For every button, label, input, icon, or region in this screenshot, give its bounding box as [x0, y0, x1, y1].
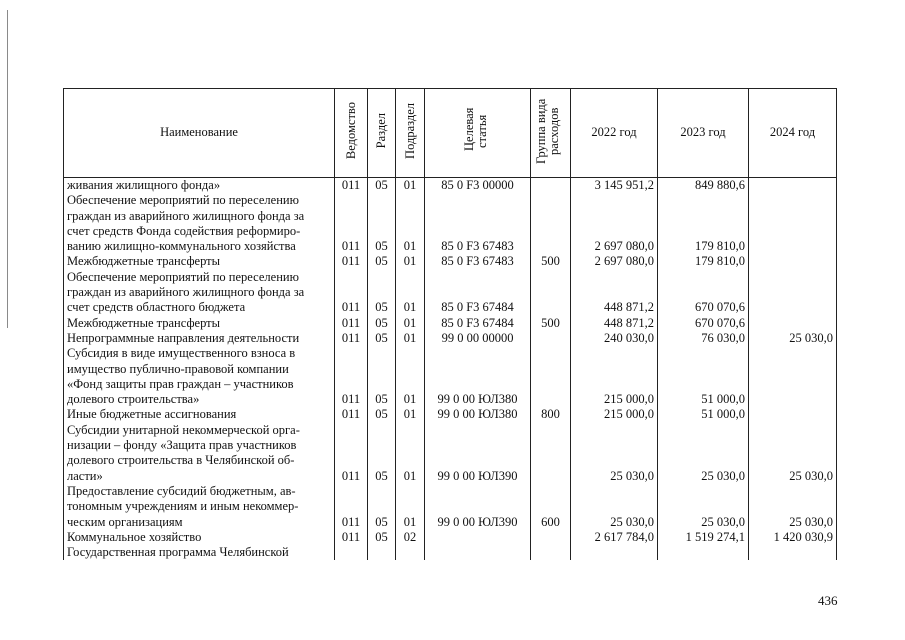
- row-vedomstvo: [335, 453, 368, 468]
- row-razdel: 05: [368, 300, 396, 315]
- row-2024: [749, 362, 837, 377]
- table-row: [64, 209, 837, 224]
- row-name: ласти»: [64, 469, 335, 484]
- row-2022: [571, 193, 658, 208]
- row-name: Непрограммные направления деятельности: [64, 331, 335, 346]
- row-celevaya: [425, 285, 531, 300]
- row-2024: [749, 423, 837, 438]
- row-gruppa: [531, 484, 571, 499]
- table-row: [64, 285, 837, 300]
- row-name: ческим организациям: [64, 515, 335, 530]
- row-podrazdel: [396, 224, 425, 239]
- row-podrazdel: [396, 193, 425, 208]
- table-row: [64, 316, 837, 331]
- row-gruppa: [531, 331, 571, 346]
- header-podrazdel: [396, 89, 425, 178]
- row-razdel: [368, 423, 396, 438]
- row-2023: [658, 423, 749, 438]
- row-2023: [658, 270, 749, 285]
- row-2024: 25 030,0: [749, 331, 837, 346]
- row-razdel: 05: [368, 316, 396, 331]
- row-podrazdel: [396, 209, 425, 224]
- header-2022: [571, 89, 658, 178]
- row-celevaya: [425, 423, 531, 438]
- row-celevaya: [425, 484, 531, 499]
- row-name: Обеспечение мероприятий по переселению: [64, 270, 335, 285]
- row-2022: [571, 285, 658, 300]
- table-row: [64, 453, 837, 468]
- table-row: [64, 499, 837, 514]
- row-2023: 25 030,0: [658, 469, 749, 484]
- row-razdel: 05: [368, 530, 396, 545]
- row-2024: [749, 270, 837, 285]
- row-name: долевого строительства в Челябинской об-: [64, 453, 335, 468]
- row-razdel: [368, 224, 396, 239]
- table-row: [64, 469, 837, 484]
- row-name: Предоставление субсидий бюджетным, ав-: [64, 484, 335, 499]
- table-row: [64, 300, 837, 315]
- row-celevaya: [425, 377, 531, 392]
- row-2024: [749, 178, 837, 194]
- row-razdel: [368, 270, 396, 285]
- row-gruppa: [531, 362, 571, 377]
- table-row: [64, 331, 837, 346]
- row-2022: [571, 484, 658, 499]
- row-vedomstvo: 011: [335, 469, 368, 484]
- row-2023: [658, 346, 749, 361]
- table-body: [64, 178, 837, 561]
- row-2024: [749, 377, 837, 392]
- row-podrazdel: [396, 453, 425, 468]
- row-podrazdel: 01: [396, 469, 425, 484]
- row-name: счет средств областного бюджета: [64, 300, 335, 315]
- row-vedomstvo: [335, 545, 368, 560]
- row-razdel: [368, 545, 396, 560]
- table-row: [64, 407, 837, 422]
- row-podrazdel: 01: [396, 392, 425, 407]
- row-celevaya: [425, 362, 531, 377]
- row-vedomstvo: 011: [335, 300, 368, 315]
- table-row: [64, 270, 837, 285]
- header-celevaya-label: Целевая статья: [461, 107, 489, 151]
- row-gruppa: [531, 285, 571, 300]
- row-celevaya: [425, 545, 531, 560]
- header-2022-label: 2022 год: [591, 125, 637, 140]
- table-row: [64, 423, 837, 438]
- row-2024: [749, 392, 837, 407]
- row-celevaya: 99 0 00 ЮЛ390: [425, 515, 531, 530]
- row-celevaya: 99 0 00 00000: [425, 331, 531, 346]
- row-vedomstvo: [335, 362, 368, 377]
- header-celevaya: [425, 89, 531, 178]
- row-celevaya: 85 0 F3 00000: [425, 178, 531, 194]
- row-gruppa: [531, 545, 571, 560]
- row-gruppa: [531, 392, 571, 407]
- row-2022: 448 871,2: [571, 316, 658, 331]
- row-podrazdel: 01: [396, 515, 425, 530]
- row-podrazdel: [396, 270, 425, 285]
- row-2022: [571, 453, 658, 468]
- row-vedomstvo: 011: [335, 407, 368, 422]
- row-2024: [749, 239, 837, 254]
- row-gruppa: [531, 239, 571, 254]
- table-row: [64, 377, 837, 392]
- row-razdel: [368, 453, 396, 468]
- row-celevaya: [425, 346, 531, 361]
- row-gruppa: 600: [531, 515, 571, 530]
- row-razdel: [368, 193, 396, 208]
- row-2024: [749, 484, 837, 499]
- row-2023: 76 030,0: [658, 331, 749, 346]
- row-gruppa: [531, 453, 571, 468]
- row-vedomstvo: 011: [335, 392, 368, 407]
- row-razdel: [368, 346, 396, 361]
- row-vedomstvo: [335, 423, 368, 438]
- row-2022: 25 030,0: [571, 515, 658, 530]
- row-vedomstvo: 011: [335, 331, 368, 346]
- row-2022: 448 871,2: [571, 300, 658, 315]
- row-celevaya: 99 0 00 ЮЛ380: [425, 407, 531, 422]
- header-razdel: [368, 89, 396, 178]
- row-razdel: [368, 285, 396, 300]
- header-podrazdel-label: Подраздел: [402, 102, 417, 159]
- row-podrazdel: 01: [396, 254, 425, 269]
- row-2023: [658, 224, 749, 239]
- row-celevaya: 99 0 00 ЮЛ390: [425, 469, 531, 484]
- table-row: [64, 392, 837, 407]
- row-name: Межбюджетные трансферты: [64, 316, 335, 331]
- row-podrazdel: 01: [396, 178, 425, 194]
- row-gruppa: [531, 423, 571, 438]
- budget-table: [63, 88, 837, 560]
- row-celevaya: [425, 530, 531, 545]
- row-vedomstvo: 011: [335, 515, 368, 530]
- row-name: Коммунальное хозяйство: [64, 530, 335, 545]
- header-vedomstvo-label: Ведомство: [343, 102, 358, 160]
- row-gruppa: 500: [531, 316, 571, 331]
- row-name: Субсидии унитарной некоммерческой орга-: [64, 423, 335, 438]
- row-2023: 51 000,0: [658, 407, 749, 422]
- row-2023: 51 000,0: [658, 392, 749, 407]
- row-podrazdel: [396, 545, 425, 560]
- row-gruppa: [531, 193, 571, 208]
- row-vedomstvo: [335, 285, 368, 300]
- row-vedomstvo: 011: [335, 239, 368, 254]
- row-vedomstvo: [335, 193, 368, 208]
- row-vedomstvo: [335, 346, 368, 361]
- row-vedomstvo: 011: [335, 316, 368, 331]
- row-podrazdel: 01: [396, 407, 425, 422]
- table-row: [64, 484, 837, 499]
- row-2024: 25 030,0: [749, 469, 837, 484]
- row-podrazdel: [396, 285, 425, 300]
- row-2024: [749, 407, 837, 422]
- row-2022: [571, 346, 658, 361]
- row-vedomstvo: [335, 270, 368, 285]
- header-2023-label: 2023 год: [680, 125, 726, 140]
- row-razdel: 05: [368, 254, 396, 269]
- row-gruppa: [531, 178, 571, 194]
- row-2023: [658, 499, 749, 514]
- row-2024: [749, 209, 837, 224]
- row-2023: [658, 453, 749, 468]
- row-gruppa: 800: [531, 407, 571, 422]
- header-name-label: Наименование: [160, 125, 238, 140]
- table-header: [64, 89, 837, 178]
- row-2024: [749, 346, 837, 361]
- row-2022: 240 030,0: [571, 331, 658, 346]
- row-podrazdel: [396, 377, 425, 392]
- row-name: Обеспечение мероприятий по переселению: [64, 193, 335, 208]
- row-2023: 179 810,0: [658, 254, 749, 269]
- row-podrazdel: 01: [396, 239, 425, 254]
- row-vedomstvo: 011: [335, 254, 368, 269]
- row-2022: [571, 438, 658, 453]
- row-name: граждан из аварийного жилищного фонда за: [64, 209, 335, 224]
- table-row: [64, 178, 837, 194]
- row-2024: [749, 285, 837, 300]
- row-gruppa: [531, 270, 571, 285]
- row-podrazdel: 01: [396, 316, 425, 331]
- row-2022: 215 000,0: [571, 407, 658, 422]
- row-gruppa: [531, 224, 571, 239]
- row-2023: [658, 209, 749, 224]
- row-celevaya: [425, 193, 531, 208]
- row-2022: [571, 423, 658, 438]
- row-2022: [571, 545, 658, 560]
- row-razdel: [368, 362, 396, 377]
- row-razdel: 05: [368, 469, 396, 484]
- row-2024: [749, 545, 837, 560]
- row-2024: [749, 193, 837, 208]
- row-podrazdel: [396, 346, 425, 361]
- row-name: Субсидия в виде имущественного взноса в: [64, 346, 335, 361]
- row-razdel: [368, 499, 396, 514]
- row-2022: 2 697 080,0: [571, 239, 658, 254]
- row-2024: [749, 224, 837, 239]
- row-gruppa: [531, 300, 571, 315]
- row-celevaya: [425, 209, 531, 224]
- row-gruppa: [531, 377, 571, 392]
- header-2024: [749, 89, 837, 178]
- row-name: Межбюджетные трансферты: [64, 254, 335, 269]
- row-razdel: 05: [368, 407, 396, 422]
- header-name: [64, 89, 335, 178]
- row-celevaya: 85 0 F3 67484: [425, 316, 531, 331]
- row-2023: [658, 438, 749, 453]
- row-podrazdel: [396, 438, 425, 453]
- table-row: [64, 193, 837, 208]
- row-2022: 2 697 080,0: [571, 254, 658, 269]
- row-razdel: 05: [368, 331, 396, 346]
- row-name: «Фонд защиты прав граждан – участников: [64, 377, 335, 392]
- table-row: [64, 254, 837, 269]
- row-vedomstvo: [335, 209, 368, 224]
- row-2023: 179 810,0: [658, 239, 749, 254]
- row-2024: [749, 300, 837, 315]
- row-2024: [749, 453, 837, 468]
- row-vedomstvo: [335, 438, 368, 453]
- row-vedomstvo: [335, 484, 368, 499]
- row-2024: [749, 499, 837, 514]
- row-2023: [658, 484, 749, 499]
- table-row: [64, 545, 837, 560]
- row-podrazdel: 01: [396, 300, 425, 315]
- row-celevaya: [425, 499, 531, 514]
- row-celevaya: 85 0 F3 67483: [425, 254, 531, 269]
- row-razdel: 05: [368, 515, 396, 530]
- row-2022: 215 000,0: [571, 392, 658, 407]
- header-gruppa-label: Группа вида расходов: [533, 98, 561, 164]
- row-gruppa: 500: [531, 254, 571, 269]
- row-razdel: 05: [368, 178, 396, 194]
- row-name: имущество публично-правовой компании: [64, 362, 335, 377]
- row-gruppa: [531, 209, 571, 224]
- row-gruppa: [531, 530, 571, 545]
- row-celevaya: 85 0 F3 67483: [425, 239, 531, 254]
- row-gruppa: [531, 346, 571, 361]
- header-vedomstvo: [335, 89, 368, 178]
- header-gruppa: [531, 89, 571, 178]
- table-row: [64, 239, 837, 254]
- row-gruppa: [531, 499, 571, 514]
- row-2024: [749, 254, 837, 269]
- row-2022: [571, 362, 658, 377]
- table-row: [64, 224, 837, 239]
- page-margin-line: [7, 10, 8, 328]
- row-2023: [658, 193, 749, 208]
- row-gruppa: [531, 438, 571, 453]
- table-row: [64, 530, 837, 545]
- row-name: ванию жилищно-коммунального хозяйства: [64, 239, 335, 254]
- row-razdel: [368, 209, 396, 224]
- row-razdel: [368, 438, 396, 453]
- row-2022: [571, 224, 658, 239]
- row-2023: 849 880,6: [658, 178, 749, 194]
- row-2023: [658, 377, 749, 392]
- row-name: Иные бюджетные ассигнования: [64, 407, 335, 422]
- row-razdel: [368, 377, 396, 392]
- row-2022: [571, 499, 658, 514]
- row-celevaya: 99 0 00 ЮЛ380: [425, 392, 531, 407]
- row-2024: [749, 438, 837, 453]
- row-vedomstvo: 011: [335, 178, 368, 194]
- row-gruppa: [531, 469, 571, 484]
- row-razdel: [368, 484, 396, 499]
- row-vedomstvo: [335, 377, 368, 392]
- table-row: [64, 438, 837, 453]
- row-razdel: 05: [368, 239, 396, 254]
- table-row: [64, 515, 837, 530]
- row-podrazdel: 02: [396, 530, 425, 545]
- row-2024: 1 420 030,9: [749, 530, 837, 545]
- row-celevaya: [425, 453, 531, 468]
- table-row: [64, 346, 837, 361]
- row-name: граждан из аварийного жилищного фонда за: [64, 285, 335, 300]
- row-celevaya: 85 0 F3 67484: [425, 300, 531, 315]
- row-2022: 25 030,0: [571, 469, 658, 484]
- row-2022: 2 617 784,0: [571, 530, 658, 545]
- row-2023: 25 030,0: [658, 515, 749, 530]
- row-name: долевого строительства»: [64, 392, 335, 407]
- row-2022: [571, 377, 658, 392]
- header-2023: [658, 89, 749, 178]
- row-celevaya: [425, 270, 531, 285]
- row-vedomstvo: [335, 224, 368, 239]
- row-name: живания жилищного фонда»: [64, 178, 335, 194]
- row-podrazdel: [396, 484, 425, 499]
- row-celevaya: [425, 224, 531, 239]
- row-podrazdel: 01: [396, 331, 425, 346]
- header-razdel-label: Раздел: [374, 113, 388, 149]
- row-2024: 25 030,0: [749, 515, 837, 530]
- row-2023: 670 070,6: [658, 316, 749, 331]
- row-2022: [571, 270, 658, 285]
- row-podrazdel: [396, 423, 425, 438]
- row-2023: [658, 545, 749, 560]
- row-podrazdel: [396, 362, 425, 377]
- row-2024: [749, 316, 837, 331]
- row-2023: 670 070,6: [658, 300, 749, 315]
- row-name: тономным учреждениям и иным некоммер-: [64, 499, 335, 514]
- row-razdel: 05: [368, 392, 396, 407]
- row-name: низации – фонду «Защита прав участников: [64, 438, 335, 453]
- table-row: [64, 362, 837, 377]
- row-name: Государственная программа Челябинской: [64, 545, 335, 560]
- row-celevaya: [425, 438, 531, 453]
- header-2024-label: 2024 год: [769, 125, 816, 140]
- row-name: счет средств Фонда содействия реформиро-: [64, 224, 335, 239]
- row-vedomstvo: 011: [335, 530, 368, 545]
- page-number: 436: [818, 593, 838, 608]
- row-2022: 3 145 951,2: [571, 178, 658, 194]
- row-2023: [658, 285, 749, 300]
- row-2023: 1 519 274,1: [658, 530, 749, 545]
- row-vedomstvo: [335, 499, 368, 514]
- row-2023: [658, 362, 749, 377]
- row-2022: [571, 209, 658, 224]
- row-podrazdel: [396, 499, 425, 514]
